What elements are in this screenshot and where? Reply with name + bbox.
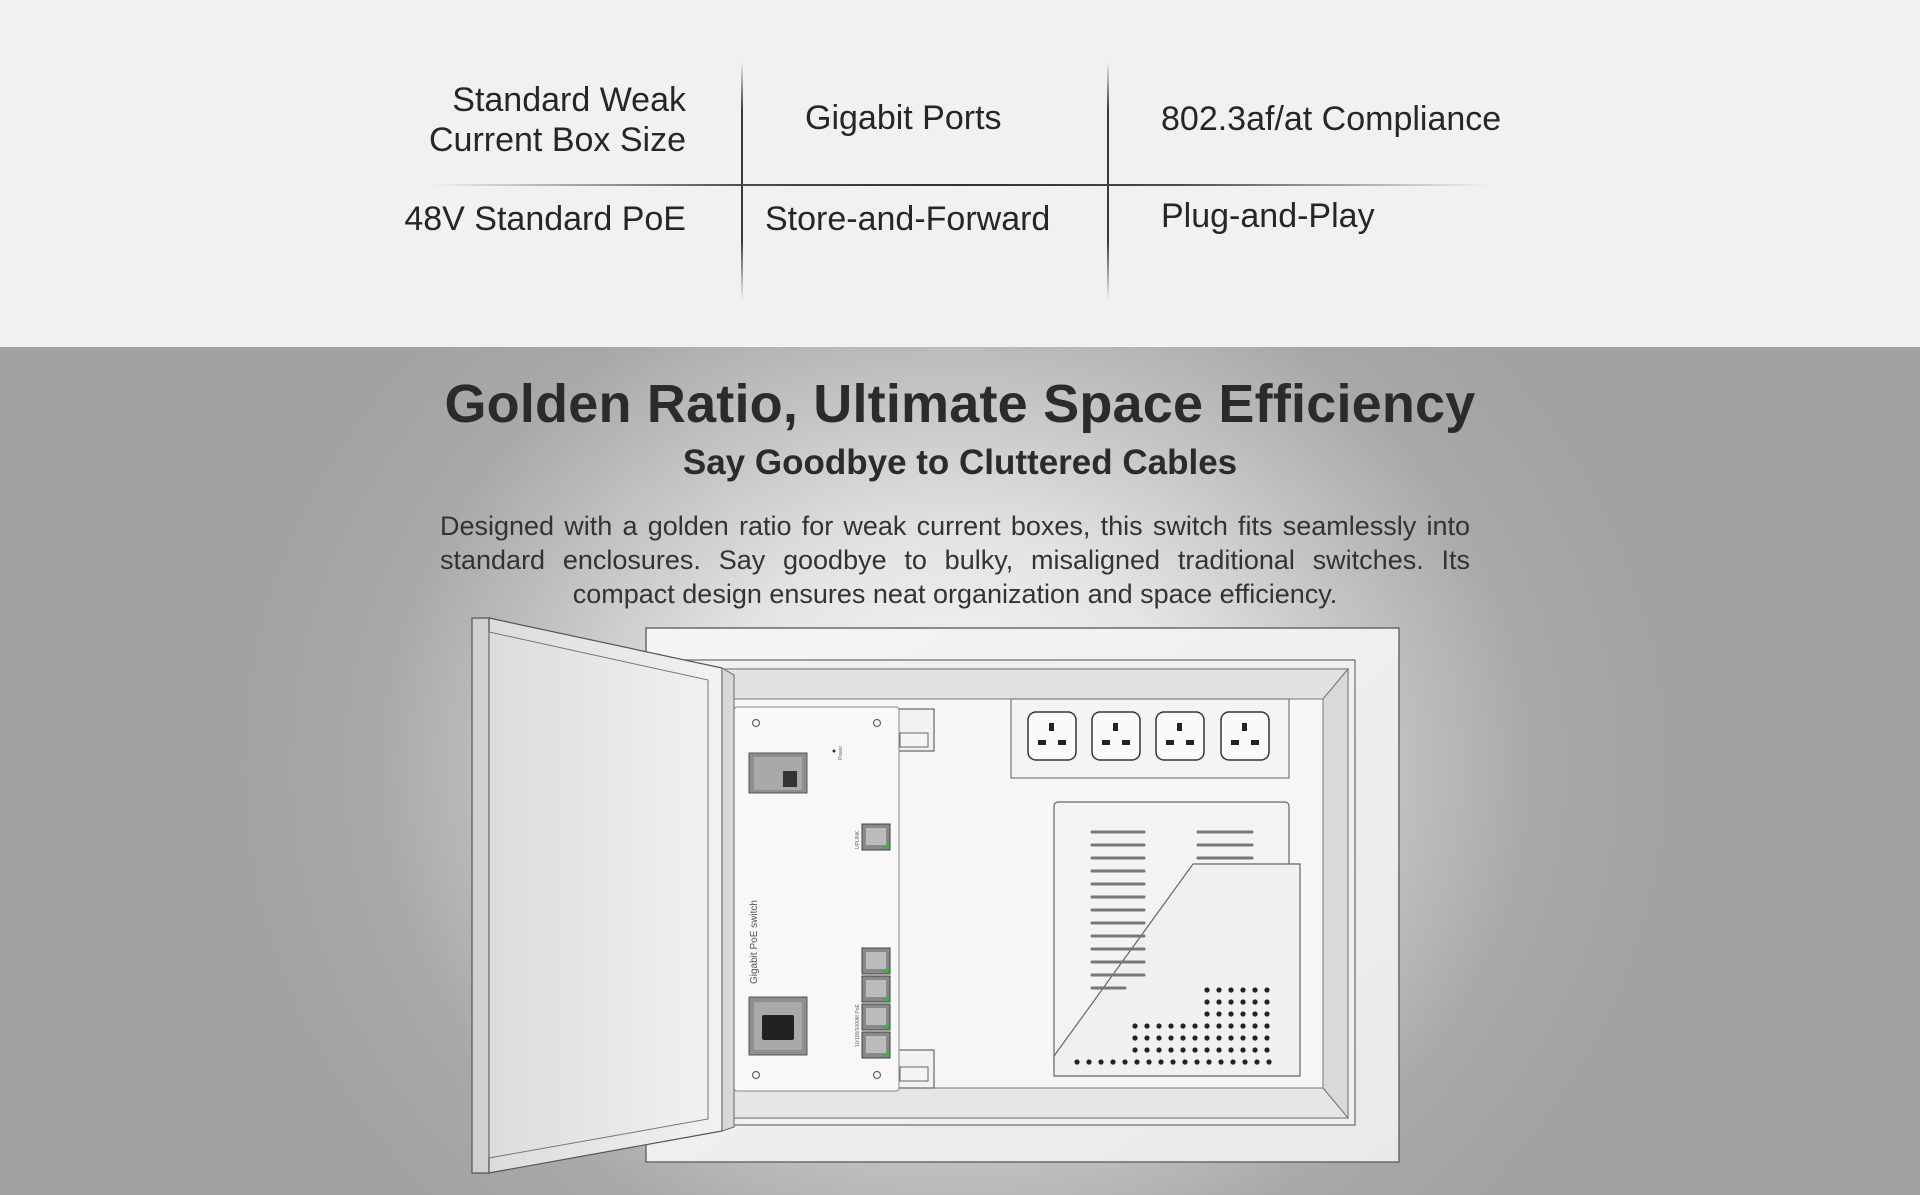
vent-hole [1240, 1035, 1245, 1040]
product-label: Gigabit PoE switch [749, 900, 760, 984]
rj45-port-icon [862, 824, 890, 850]
divider-vertical-1 [741, 62, 743, 300]
vent-hole [1156, 1023, 1161, 1028]
vent-hole [1254, 1059, 1259, 1064]
vent-hole [1218, 1059, 1223, 1064]
vent-hole [1122, 1059, 1127, 1064]
vent-hole [1228, 987, 1233, 992]
vent-hole [1204, 1035, 1209, 1040]
power-outlet-icon [1028, 712, 1076, 760]
vent-hole [1132, 1023, 1137, 1028]
vent-hole [1242, 1059, 1247, 1064]
feature-compliance: 802.3af/at Compliance [1161, 100, 1502, 138]
vent-hole [1230, 1059, 1235, 1064]
vent-hole [1216, 1047, 1221, 1052]
feature-box-size: Standard Weak Current Box Size [429, 81, 686, 159]
vent-hole [1204, 1011, 1209, 1016]
vent-hole [1252, 987, 1257, 992]
vent-hole [1228, 999, 1233, 1004]
vent-hole [1252, 999, 1257, 1004]
vent-hole [1194, 1059, 1199, 1064]
vent-hole [1146, 1059, 1151, 1064]
vent-hole [1192, 1047, 1197, 1052]
divider-vertical-2 [1107, 62, 1109, 300]
rj45-port-icon [862, 976, 890, 1002]
vent-hole [1144, 1023, 1149, 1028]
vent-hole [1228, 1011, 1233, 1016]
hero-section [0, 347, 1920, 1195]
vent-hole [1228, 1023, 1233, 1028]
vent-hole [1216, 1011, 1221, 1016]
vent-hole [1240, 1023, 1245, 1028]
vent-hole [1216, 999, 1221, 1004]
vent-hole [1168, 1047, 1173, 1052]
vent-hole [1240, 1047, 1245, 1052]
vent-hole [1204, 987, 1209, 992]
vent-hole [1110, 1059, 1115, 1064]
hero-subtitle: Say Goodbye to Cluttered Cables [682, 443, 1238, 482]
feature-gigabit-ports: Gigabit Ports [805, 99, 1002, 137]
vent-hole [1252, 1023, 1257, 1028]
weak-current-box-illustration [0, 347, 1920, 1195]
vent-hole [1228, 1047, 1233, 1052]
vent-hole [1168, 1035, 1173, 1040]
vent-hole [1264, 1035, 1269, 1040]
uplink-label: UPLINK [855, 830, 861, 849]
vent-hole [1180, 1047, 1185, 1052]
rj45-port-icon [862, 1004, 890, 1030]
vent-hole [1180, 1023, 1185, 1028]
power-outlet-icon [1156, 712, 1204, 760]
vent-hole [1266, 1059, 1271, 1064]
power-label: Power [838, 745, 844, 760]
vent-hole [1264, 1023, 1269, 1028]
vent-hole [1206, 1059, 1211, 1064]
vent-hole [1158, 1059, 1163, 1064]
vent-hole [1132, 1035, 1137, 1040]
vent-hole [1264, 987, 1269, 992]
hero-title: Golden Ratio, Ultimate Space Efficiency [444, 374, 1476, 434]
vent-hole [1240, 1011, 1245, 1016]
vent-hole [1264, 1047, 1269, 1052]
feature-store-forward: Store-and-Forward [765, 200, 1051, 238]
vent-hole [1180, 1035, 1185, 1040]
vent-hole [1132, 1047, 1137, 1052]
vent-hole [1216, 1023, 1221, 1028]
vent-hole [1086, 1059, 1091, 1064]
vent-hole [1168, 1023, 1173, 1028]
router-unit [1054, 802, 1300, 1076]
rj45-port-icon [862, 948, 890, 974]
power-outlet-icon [1221, 712, 1269, 760]
poe-switch [734, 707, 899, 1091]
rj45-port-icon [862, 1032, 890, 1058]
feature-plug-play: Plug-and-Play [1161, 197, 1375, 235]
vent-hole [1204, 1047, 1209, 1052]
vent-hole [1252, 1011, 1257, 1016]
vent-hole [1156, 1035, 1161, 1040]
ports-label: 10/100/1000M PoE [855, 1004, 861, 1047]
vent-hole [1252, 1047, 1257, 1052]
vent-hole [1264, 999, 1269, 1004]
vent-hole [1204, 1023, 1209, 1028]
divider-horizontal [430, 184, 1490, 186]
hero-description: Designed with a golden ratio for weak current boxes, this switch fits seamlessly into standard enclosures. Say goodbye to bulky, misaligned traditional switches. Its compact design ensures neat organization and space efficiency. [440, 511, 1470, 609]
vent-hole [1170, 1059, 1175, 1064]
vent-hole [1156, 1047, 1161, 1052]
vent-hole [1264, 1011, 1269, 1016]
vent-hole [1192, 1023, 1197, 1028]
outlet-strip [1011, 699, 1289, 778]
power-outlet-icon [1092, 712, 1140, 760]
vent-hole [1192, 1035, 1197, 1040]
vent-hole [1216, 987, 1221, 992]
vent-hole [1240, 987, 1245, 992]
vent-hole [1252, 1035, 1257, 1040]
feature-poe: 48V Standard PoE [404, 200, 686, 238]
vent-hole [1216, 1035, 1221, 1040]
vent-hole [1098, 1059, 1103, 1064]
vent-hole [1074, 1059, 1079, 1064]
vent-hole [1182, 1059, 1187, 1064]
vent-hole [1144, 1035, 1149, 1040]
vent-hole [1204, 999, 1209, 1004]
enclosure-door [472, 618, 734, 1173]
features-grid [0, 0, 1920, 347]
vent-hole [1134, 1059, 1139, 1064]
vent-hole [1144, 1047, 1149, 1052]
vent-hole [1240, 999, 1245, 1004]
vent-hole [1228, 1035, 1233, 1040]
